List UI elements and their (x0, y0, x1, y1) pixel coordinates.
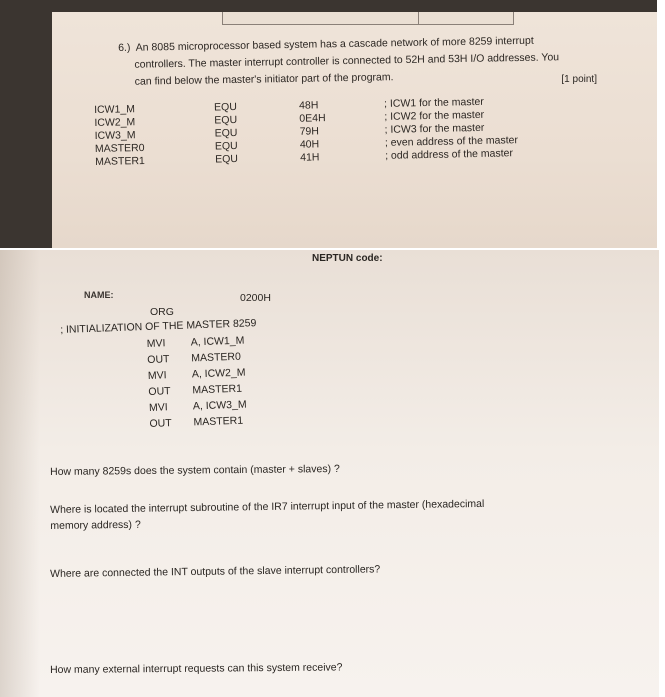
code-operand: A, ICW2_M (191, 366, 246, 381)
page-shadow (0, 250, 40, 697)
name-label: NAME: (84, 290, 114, 300)
code-operand: A, ICW3_M (192, 398, 247, 413)
equ-table (94, 94, 565, 169)
equ-directive: EQU (214, 127, 238, 140)
program-code (60, 314, 364, 437)
equ-name: MASTER0 (94, 141, 145, 155)
question-line-2: controllers. The master interrupt controller is connected to 52H and 53H I/O addresses. You (134, 51, 560, 71)
code-opcode: OUT (147, 353, 170, 366)
code-operand: A, ICW1_M (190, 334, 245, 349)
code-operand: MASTER1 (192, 382, 243, 397)
org-directive: ORG (150, 306, 174, 318)
code-opcode: MVI (148, 401, 168, 414)
photo-border (657, 0, 665, 248)
question-line-1: An 8085 microprocessor based system has a cascade network of more 8259 interrupt (135, 34, 534, 54)
equ-name: ICW1_M (94, 103, 136, 116)
equ-value: 0E4H (299, 112, 326, 125)
question-int-outputs: Where are connected the INT outputs of the slave interrupt controllers? (50, 563, 381, 580)
equ-value: 79H (299, 125, 320, 138)
answer-box (222, 12, 514, 25)
equ-directive: EQU (213, 101, 237, 114)
equ-value: 41H (300, 151, 320, 164)
equ-name: ICW2_M (94, 116, 136, 129)
code-opcode: MVI (146, 337, 166, 350)
equ-name: ICW3_M (94, 129, 136, 142)
equ-value: 48H (298, 99, 319, 112)
code-operand: MASTER1 (193, 414, 244, 429)
equ-name: MASTER1 (95, 154, 145, 168)
equ-comment: ; ICW3 for the master (384, 121, 485, 136)
org-value: 0200H (240, 292, 271, 304)
points-label: [1 point] (561, 74, 597, 85)
code-opcode: MVI (147, 369, 167, 382)
equ-comment: ; ICW2 for the master (384, 108, 485, 123)
equ-directive: EQU (214, 114, 238, 127)
equ-directive: EQU (215, 152, 239, 166)
equ-comment: ; ICW1 for the master (383, 95, 484, 110)
code-operand: MASTER0 (191, 350, 242, 365)
bottom-photo (0, 250, 665, 697)
question-text (118, 31, 619, 91)
photo-border (659, 250, 665, 697)
equ-value: 40H (299, 138, 320, 151)
answer-box-divider (418, 12, 419, 24)
question-8259-count: How many 8259s does the system contain (master + slaves) ? (50, 462, 340, 478)
question-number: 6.) (118, 41, 131, 54)
question-ir7-line-1: Where is located the interrupt subroutine of the IR7 interrupt input of the master (hexadecimal (50, 497, 485, 516)
question-ir7-line-2: memory address) ? (50, 518, 141, 532)
question-line-3: can find below the master's initiator part of the program. (134, 71, 394, 88)
equ-comment: ; even address of the master (384, 134, 519, 149)
init-comment: ; INITIALIZATION OF THE MASTER 8259 (60, 317, 257, 336)
question-ir7-address (50, 494, 650, 534)
top-photo (0, 0, 665, 248)
equ-comment: ; odd address of the master (385, 147, 514, 162)
question-interrupt-requests: How many external interrupt requests can this system receive? (50, 661, 343, 676)
code-opcode: OUT (149, 417, 172, 430)
equ-directive: EQU (214, 140, 238, 153)
code-opcode: OUT (148, 385, 171, 398)
neptun-code-label: NEPTUN code: (312, 253, 383, 264)
